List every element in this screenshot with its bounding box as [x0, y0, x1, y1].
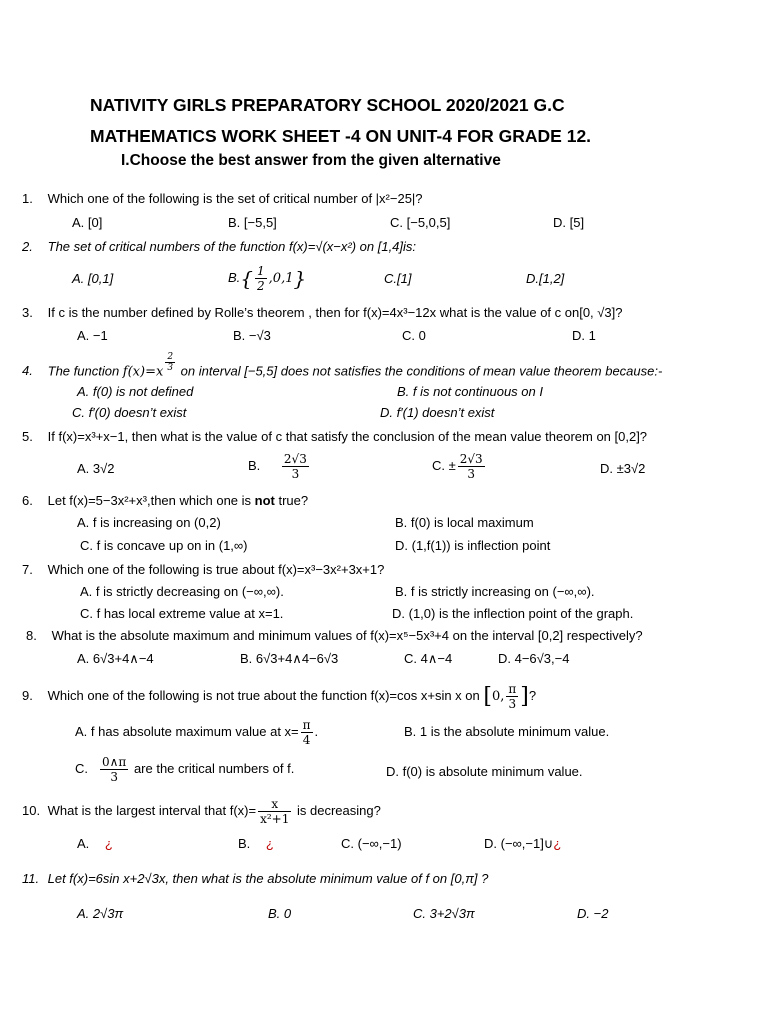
q6-option-b: B. f(0) is local maximum	[395, 515, 534, 530]
q4-option-b: B. f is not continuous on I	[397, 384, 543, 399]
q8-option-a: A. 6√3+4∧−4	[77, 651, 154, 666]
q2-option-d: D.[1,2]	[526, 271, 565, 286]
question-8-stem: What is the absolute maximum and minimum values of f(x)=x⁵−5x³+4 on the interval [0,2] respectively?	[51, 628, 643, 643]
question-11: 11. Let f(x)=6sin x+2√3x, then what is the absolute minimum value of f on [0,π] ?	[22, 871, 489, 886]
q2-b-fraction: $\frac{1}{2}$	[257, 264, 265, 293]
q4-option-a: A. f(0) is not defined	[77, 384, 194, 399]
q9-a-fraction: $\frac{\pi}{4}$	[302, 718, 311, 747]
q9-option-d: D. f(0) is absolute minimum value.	[386, 764, 583, 779]
q2-option-c: C.[1]	[384, 271, 412, 286]
q11-option-b: B. 0	[268, 906, 292, 921]
q1-option-d: D. [5]	[553, 215, 585, 230]
question-2: 2. The set of critical numbers of the function f(x)=√(x−x²) on [1,4]is:	[22, 239, 417, 254]
q6-option-c: C. f is concave up on in (1,∞)	[80, 538, 248, 553]
q10-option-c: C. (−∞,−1)	[341, 836, 402, 851]
question-8: 8. What is the absolute maximum and minimum values of f(x)=x⁵−5x³+4 on the interval [0,2] respectively?	[26, 628, 643, 643]
school-title: NATIVITY GIRLS PREPARATORY SCHOOL 2020/2021 G.C	[90, 95, 565, 115]
question-1-stem: Which one of the following is the set of critical number of |x²−25|?	[47, 191, 423, 206]
worksheet-title: MATHEMATICS WORK SHEET -4 ON UNIT-4 FOR GRADE 12.	[90, 126, 592, 146]
q8-option-b: B. 6√3+4∧4−6√3	[240, 651, 339, 666]
q4-option-c: C. f′(0) doesn’t exist	[72, 405, 187, 420]
section-instruction: I.Choose the best answer from the given alternative	[121, 152, 501, 169]
question-6: 6. Let f(x)=5−3x²+x³,then which one is not true?	[22, 493, 309, 508]
q1-option-c: C. [−5,0,5]	[390, 215, 451, 230]
question-7: 7. Which one of the following is true about f(x)=x³−3x²+3x+1?	[22, 562, 385, 577]
q10-option-b: B. ¿	[238, 836, 274, 851]
q11-option-d: D. −2	[577, 906, 609, 921]
q3-option-c: C. 0	[402, 328, 426, 343]
question-5-stem: If f(x)=x³+x−1, then what is the value of c that satisfy the conclusion of the mean value theorem on [0,2]?	[47, 429, 648, 444]
q3-option-b: B. −√3	[233, 328, 271, 343]
q10-option-d: D. (−∞,−1]∪¿	[484, 836, 562, 851]
q5-option-c: C. ± $\frac{2√3}{3}$	[432, 452, 483, 481]
q9-option-a: A. f has absolute maximum value at x= $\frac{\pi}{4}$ .	[75, 718, 319, 747]
question-9: 9. Which one of the following is not true about the function f(x)=cos x+sin x on [0, $\frac{\pi}{3}$ ]?	[22, 682, 537, 711]
q2-option-b: B.{ $\frac{1}{2}$ ,0,1}	[228, 264, 307, 293]
q8-option-d: D. 4−6√3,−4	[498, 651, 570, 666]
question-4: 4. The function f(x)=x $\frac{2}{3}$ on interval [−5,5] does not satisfies the conditions of mean value theorem because:-	[22, 352, 663, 380]
q5-c-fraction: $\frac{2√3}{3}$	[459, 452, 483, 481]
question-1: 1. Which one of the following is the set of critical number of |x²−25|?	[22, 191, 423, 206]
q7-option-b: B. f is strictly increasing on (−∞,∞).	[395, 584, 595, 599]
q9-option-b: B. 1 is the absolute minimum value.	[404, 724, 610, 739]
question-3: 3. If c is the number defined by Rolle’s theorem , then for f(x)=4x³−12x what is the value of c on[0, √3]?	[22, 305, 623, 320]
q8-option-c: C. 4∧−4	[404, 651, 453, 666]
question-3-stem: If c is the number defined by Rolle’s theorem , then for f(x)=4x³−12x what is the value of c on[0, √3]?	[47, 305, 623, 320]
q6-option-d: D. (1,f(1)) is inflection point	[395, 538, 551, 553]
q5-option-a: A. 3√2	[77, 461, 115, 476]
question-7-stem: Which one of the following is true about f(x)=x³−3x²+3x+1?	[47, 562, 385, 577]
q9-c-fraction: $\frac{0\wedge\pi}{3}$	[102, 755, 127, 784]
q9-stem-fraction: $\frac{\pi}{3}$	[508, 682, 517, 711]
question-11-stem: Let f(x)=6sin x+2√3x, then what is the absolute minimum value of f on [0,π] ?	[47, 871, 489, 886]
q7-option-a: A. f is strictly decreasing on (−∞,∞).	[80, 584, 284, 599]
q1-option-a: A. [0]	[72, 215, 103, 230]
question-10: 10. What is the largest interval that f(x)= $\frac{x}{\text{x²+1}}$ is decreasing?	[22, 797, 381, 826]
q9-option-c: C. $\frac{0\wedge\pi}{3}$ are the critical numbers of f.	[75, 755, 295, 784]
q5-b-fraction: $\frac{2√3}{3}$	[283, 452, 307, 481]
q1-option-b: B. [−5,5]	[228, 215, 277, 230]
q7-option-d: D. (1,0) is the inflection point of the graph.	[392, 606, 634, 621]
q5-option-d: D. ±3√2	[600, 461, 646, 476]
q11-option-a: A. 2√3π	[77, 906, 124, 921]
q10-option-a: A. ¿	[77, 836, 113, 851]
q2-option-a: A. [0,1]	[72, 271, 114, 286]
q3-option-d: D. 1	[572, 328, 596, 343]
question-2-stem: The set of critical numbers of the function f(x)=√(x−x²) on [1,4]is:	[47, 239, 417, 254]
q11-option-c: C. 3+2√3π	[413, 906, 475, 921]
q10-stem-fraction: $\frac{x}{\text{x²+1}}$	[260, 797, 290, 826]
q6-option-a: A. f is increasing on (0,2)	[77, 515, 221, 530]
q4-exponent: $\frac{2}{3}$	[167, 352, 174, 373]
q4-option-d: D. f′(1) doesn’t exist	[380, 405, 495, 420]
q5-option-b: B. $\frac{2√3}{3}$	[248, 452, 307, 481]
q3-option-a: A. −1	[77, 328, 108, 343]
question-5: 5. If f(x)=x³+x−1, then what is the value of c that satisfy the conclusion of the mean value theorem on [0,2]?	[22, 429, 648, 444]
q7-option-c: C. f has local extreme value at x=1.	[80, 606, 284, 621]
